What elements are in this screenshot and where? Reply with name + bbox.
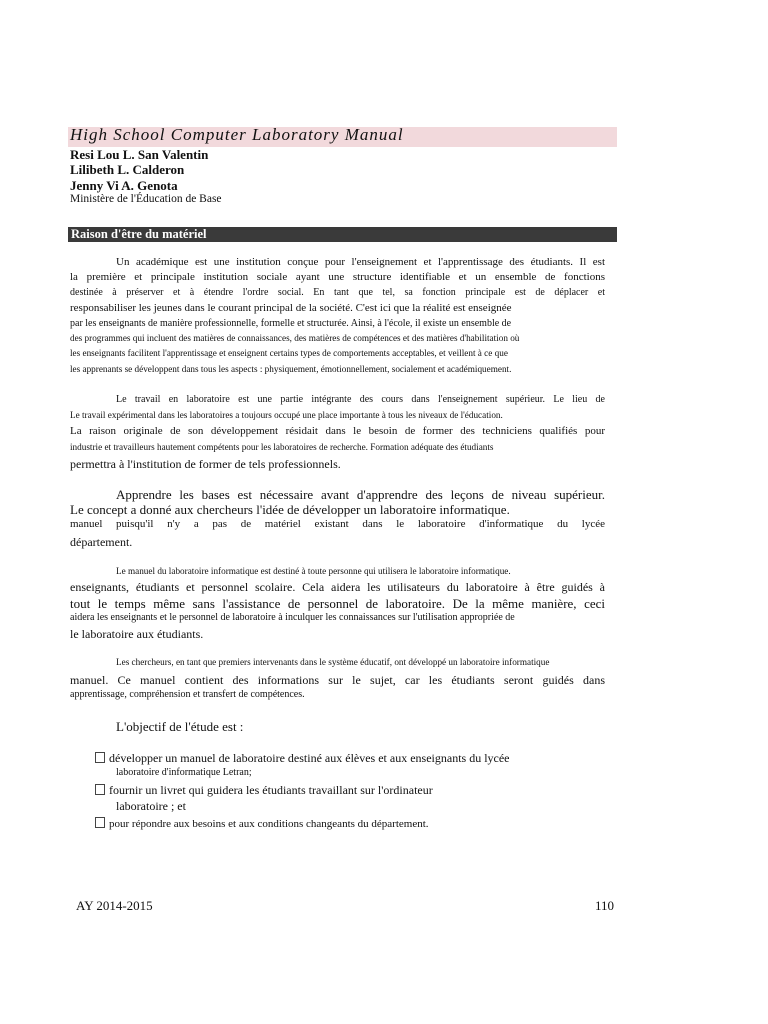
objective-text-continued: laboratoire ; et	[116, 799, 186, 813]
paragraph-line: manuel puisqu'il n'y a pas de matériel existant dans le laboratoire d'informatique du lycée	[70, 518, 605, 530]
ministry-name: Ministère de l'Éducation de Base	[70, 193, 222, 205]
author-name: Resi Lou L. San Valentin	[70, 147, 209, 162]
paragraph-line: par les enseignants de manière professionnelle, formelle et structurée. Ainsi, à l'école, il existe un ensemble de	[70, 318, 512, 329]
paragraph-line: responsabiliser les jeunes dans le courant principal de la société. C'est ici que la réalité est enseignée	[70, 302, 512, 314]
paragraph-line: tout le temps même sans l'assistance de personnel de laboratoire. De la même manière, ceci	[70, 596, 605, 611]
objective-item	[95, 783, 433, 798]
paragraph-line: industrie et travailleurs hautement compétents pour les laboratoires de recherche. Formation adéquate des étudiants	[70, 442, 494, 452]
author-name: Jenny Vi A. Genota	[70, 178, 178, 193]
academic-year: AY 2014-2015	[76, 898, 153, 913]
paragraph-line: apprentissage, compréhension et transfert de compétences.	[70, 689, 305, 700]
objective-text: pour répondre aux besoins et aux conditions changeants du département.	[109, 818, 429, 830]
paragraph-line: département.	[70, 535, 133, 549]
paragraph-line: Un académique est une institution conçue pour l'enseignement et l'apprentissage des étudiants. Il est	[116, 256, 605, 268]
author-name: Lilibeth L. Calderon	[70, 162, 185, 177]
paragraph-line: Le travail expérimental dans les laboratoires a toujours occupé une place importante à tous les niveaux de l'éducation.	[70, 410, 503, 420]
paragraph-line: destinée à préserver et à étendre l'ordre social. En tant que tel, sa fonction principale est de déplacer et	[70, 287, 605, 298]
paragraph-line: manuel. Ce manuel contient des informations sur le sujet, car les étudiants seront guidés dans	[70, 673, 605, 687]
paragraph-line: Apprendre les bases est nécessaire avant d'apprendre des leçons de niveau supérieur.	[116, 487, 605, 502]
paragraph-line: le laboratoire aux étudiants.	[70, 627, 204, 641]
objective-item	[95, 751, 510, 766]
objective-text: développer un manuel de laboratoire destiné aux élèves et aux enseignants du lycée	[109, 751, 510, 765]
checkbox-bullet-icon	[95, 817, 105, 828]
paragraph-line: aidera les enseignants et le personnel de laboratoire à inculquer les connaissances sur l'utilisation appropriée de	[70, 612, 515, 623]
objective-text-continued: laboratoire d'informatique Letran;	[116, 767, 252, 778]
section-heading: Raison d'être du matériel	[71, 227, 207, 241]
paragraph-line: la première et principale institution sociale ayant une structure identifiable et un ensemble de fonctions	[70, 271, 605, 283]
paragraph-line: des programmes qui incluent des matières de connaissances, des matières de compétences et des matières d'habilitation où	[70, 333, 520, 343]
objective-item	[95, 817, 429, 830]
paragraph-line: enseignants, étudiants et personnel scolaire. Cela aidera les utilisateurs du laboratoire à être guidés à	[70, 580, 605, 594]
paragraph-line: les enseignants facilitent l'apprentissage et enseignent certains types de comportements acceptables, et veillent à ce que	[70, 348, 508, 358]
paragraph-line: Le travail en laboratoire est une partie intégrante des cours dans l'enseignement supérieur. Le lieu de	[116, 394, 605, 405]
paragraph-line: Le manuel du laboratoire informatique est destiné à toute personne qui utilisera le laboratoire informatique.	[116, 566, 511, 576]
document-title: High School Computer Laboratory Manual	[70, 125, 404, 144]
paragraph-line: La raison originale de son développement résidait dans le besoin de former des techniciens qualifiés pour	[70, 425, 605, 437]
objective-intro: L'objectif de l'étude est :	[116, 719, 244, 734]
paragraph-line: les apprenants se développent dans tous les aspects : physiquement, émotionnellement, socialement et académiquement.	[70, 364, 512, 374]
checkbox-bullet-icon	[95, 784, 105, 795]
checkbox-bullet-icon	[95, 752, 105, 763]
page-number: 110	[595, 898, 615, 913]
paragraph-line: Les chercheurs, en tant que premiers intervenants dans le système éducatif, ont développé un laboratoire informatique	[116, 657, 550, 667]
paragraph-line: Le concept a donné aux chercheurs l'idée de développer un laboratoire informatique.	[70, 502, 510, 517]
paragraph-line: permettra à l'institution de former de tels professionnels.	[70, 457, 341, 471]
objective-text: fournir un livret qui guidera les étudiants travaillant sur l'ordinateur	[109, 783, 433, 797]
